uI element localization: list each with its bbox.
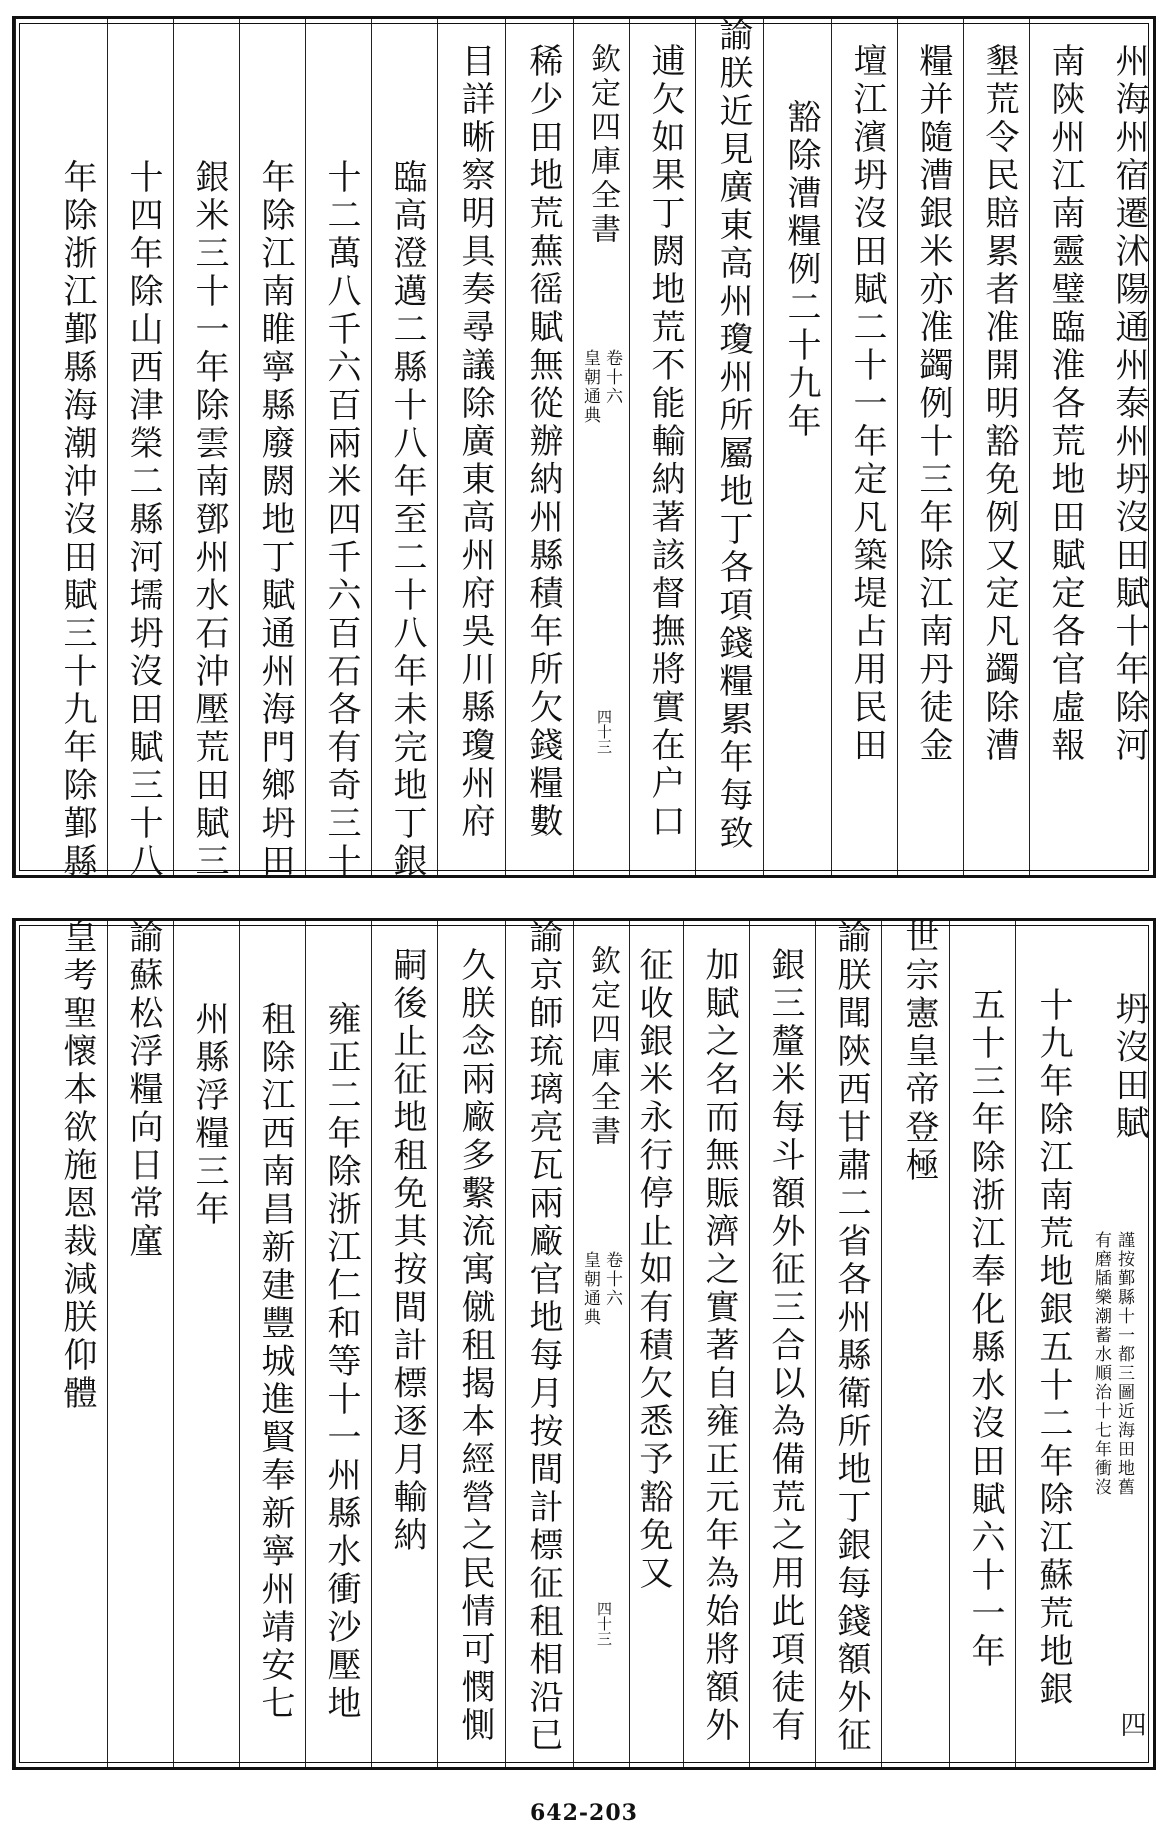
page-number: 四十三	[595, 709, 613, 754]
bottom-page-panel	[12, 918, 1156, 1770]
column-3	[949, 921, 1015, 1767]
column-text: 租除江西南昌新建豐城進賢奉新寧州靖安七	[255, 1001, 295, 1723]
column-text: 世宗憲皇帝登極	[899, 919, 939, 1185]
column-text: 十二萬八千六百兩米四千六百石各有奇三十	[321, 159, 361, 881]
column-text: 十四年除山西津榮二縣河壖坍沒田賦三十八	[123, 159, 163, 881]
column-text: 銀米三十一年除雲南鄧州水石沖壓荒田賦三	[189, 159, 229, 881]
column-text: 五十三年除浙江奉化縣水沒田賦六十一年	[965, 987, 1005, 1671]
column-text: 墾荒令民賠累者准開明豁免例又定凡蠲除漕	[979, 43, 1019, 765]
center-margin	[573, 921, 629, 1767]
column-8	[629, 19, 695, 875]
column-11	[371, 921, 437, 1767]
column-4	[897, 19, 963, 875]
catalog-title: 欽定四庫全書	[585, 43, 620, 247]
column-text: 目詳晰察明具奏尋議除廣東高州府吳川縣瓊州府	[455, 43, 495, 841]
column-13	[239, 921, 305, 1767]
volume-label: 卷十六	[602, 1251, 622, 1308]
note-line-1: 謹按鄞縣十一都三圖近海田地舊	[1114, 1231, 1134, 1497]
column-text: 稀少田地荒蕪徭賦無從辦納州縣積年所欠錢糧數	[523, 43, 563, 841]
column-text: 州縣浮糧三年	[189, 1001, 229, 1229]
column-text: 糧并隨漕銀米亦准蠲例十三年除江南丹徒金	[913, 43, 953, 765]
column-14	[173, 921, 239, 1767]
column-text: 加賦之名而無賑濟之實著自雍正元年為始將額外	[699, 947, 739, 1745]
column-text: 諭蘇松浮糧向日常廑	[123, 919, 163, 1261]
column-15	[107, 921, 173, 1767]
column-text: 年除浙江鄞縣海潮沖沒田賦三十九年除鄞縣	[57, 159, 97, 881]
column-text: 州海州宿遷沭陽通州泰州坍沒田賦十年除河	[1109, 43, 1149, 765]
column-text: 久朕念兩廠多繫流寓僦租揭本經營之民情可憫惻	[455, 947, 495, 1745]
column-7	[683, 921, 749, 1767]
column-text: 南陝州江南靈璧臨淮各荒地田賦定各官虛報	[1045, 43, 1085, 765]
column-16	[15, 19, 107, 881]
book-title: 皇朝通典	[580, 349, 600, 425]
column-text: 臨高澄邁二縣十八年至二十八年未完地丁銀	[387, 159, 427, 881]
column-text: 諭朕聞陝西甘肅二省各州縣衛所地丁銀每錢額外征	[831, 919, 871, 1755]
column-8	[629, 921, 683, 1767]
column-9	[505, 19, 573, 875]
column-1	[1083, 921, 1159, 1767]
book-title: 皇朝通典	[580, 1251, 600, 1327]
page-marker: 四	[1116, 1711, 1146, 1737]
catalog-title: 欽定四庫全書	[585, 945, 620, 1149]
column-text: 嗣後止征地租免其按間計標逐月輸納	[387, 947, 427, 1555]
note-line-2: 有磨牐樂潮蓄水順治十七年衝沒	[1091, 1231, 1111, 1497]
column-12	[305, 19, 371, 881]
column-text: 豁除漕糧例二十九年	[781, 99, 821, 441]
column-11	[371, 19, 437, 881]
column-13	[239, 19, 305, 881]
column-text: 諭京師琉璃亮瓦兩廠官地每月按間計標征租相沿已	[523, 919, 563, 1755]
column-16	[15, 921, 107, 1767]
column-6	[763, 19, 831, 875]
column-2	[1029, 19, 1095, 875]
column-4	[881, 921, 949, 1767]
column-12	[305, 921, 371, 1767]
column-text: 諭朕近見廣東高州瓊州所屬地丁各項錢糧累年每致	[713, 17, 753, 853]
center-margin	[573, 19, 629, 875]
column-text: 壇江濱坍沒田賦二十一年定凡築堤占用民田	[847, 43, 887, 765]
column-14	[173, 19, 239, 881]
column-10	[437, 19, 505, 875]
page-footer: 642-203	[530, 1800, 638, 1826]
annotation-note	[1091, 1231, 1133, 1497]
column-text: 十九年除江南荒地銀五十二年除江蘇荒地銀	[1033, 987, 1073, 1709]
column-text: 皇考聖懷本欲施恩裁減朕仰體	[57, 919, 97, 1413]
column-text: 坍沒田賦	[1109, 991, 1149, 1143]
column-text: 雍正二年除浙江仁和等十一州縣水衝沙壓地	[321, 1001, 361, 1723]
volume-label: 卷十六	[602, 349, 622, 406]
column-5	[815, 921, 881, 1767]
column-9	[505, 921, 573, 1767]
column-6	[749, 921, 815, 1767]
column-7	[695, 19, 763, 875]
column-text: 年除江南睢寧縣廢閼地丁賦通州海門鄉坍田	[255, 159, 295, 881]
column-15	[107, 19, 173, 881]
column-text: 逋欠如果丁閼地荒不能輸納著該督撫將實在户口	[645, 43, 685, 841]
page-number: 四十三	[595, 1601, 613, 1646]
column-1	[1095, 19, 1159, 875]
column-3	[963, 19, 1029, 875]
column-5	[831, 19, 897, 875]
column-text: 征收銀米永行停止如有積欠悉予豁免又	[633, 947, 673, 1593]
top-page-panel	[12, 16, 1156, 881]
column-10	[437, 921, 505, 1767]
column-2	[1015, 921, 1083, 1767]
column-text: 銀三釐米每斗額外征三合以為備荒之用此項徒有	[765, 947, 805, 1745]
